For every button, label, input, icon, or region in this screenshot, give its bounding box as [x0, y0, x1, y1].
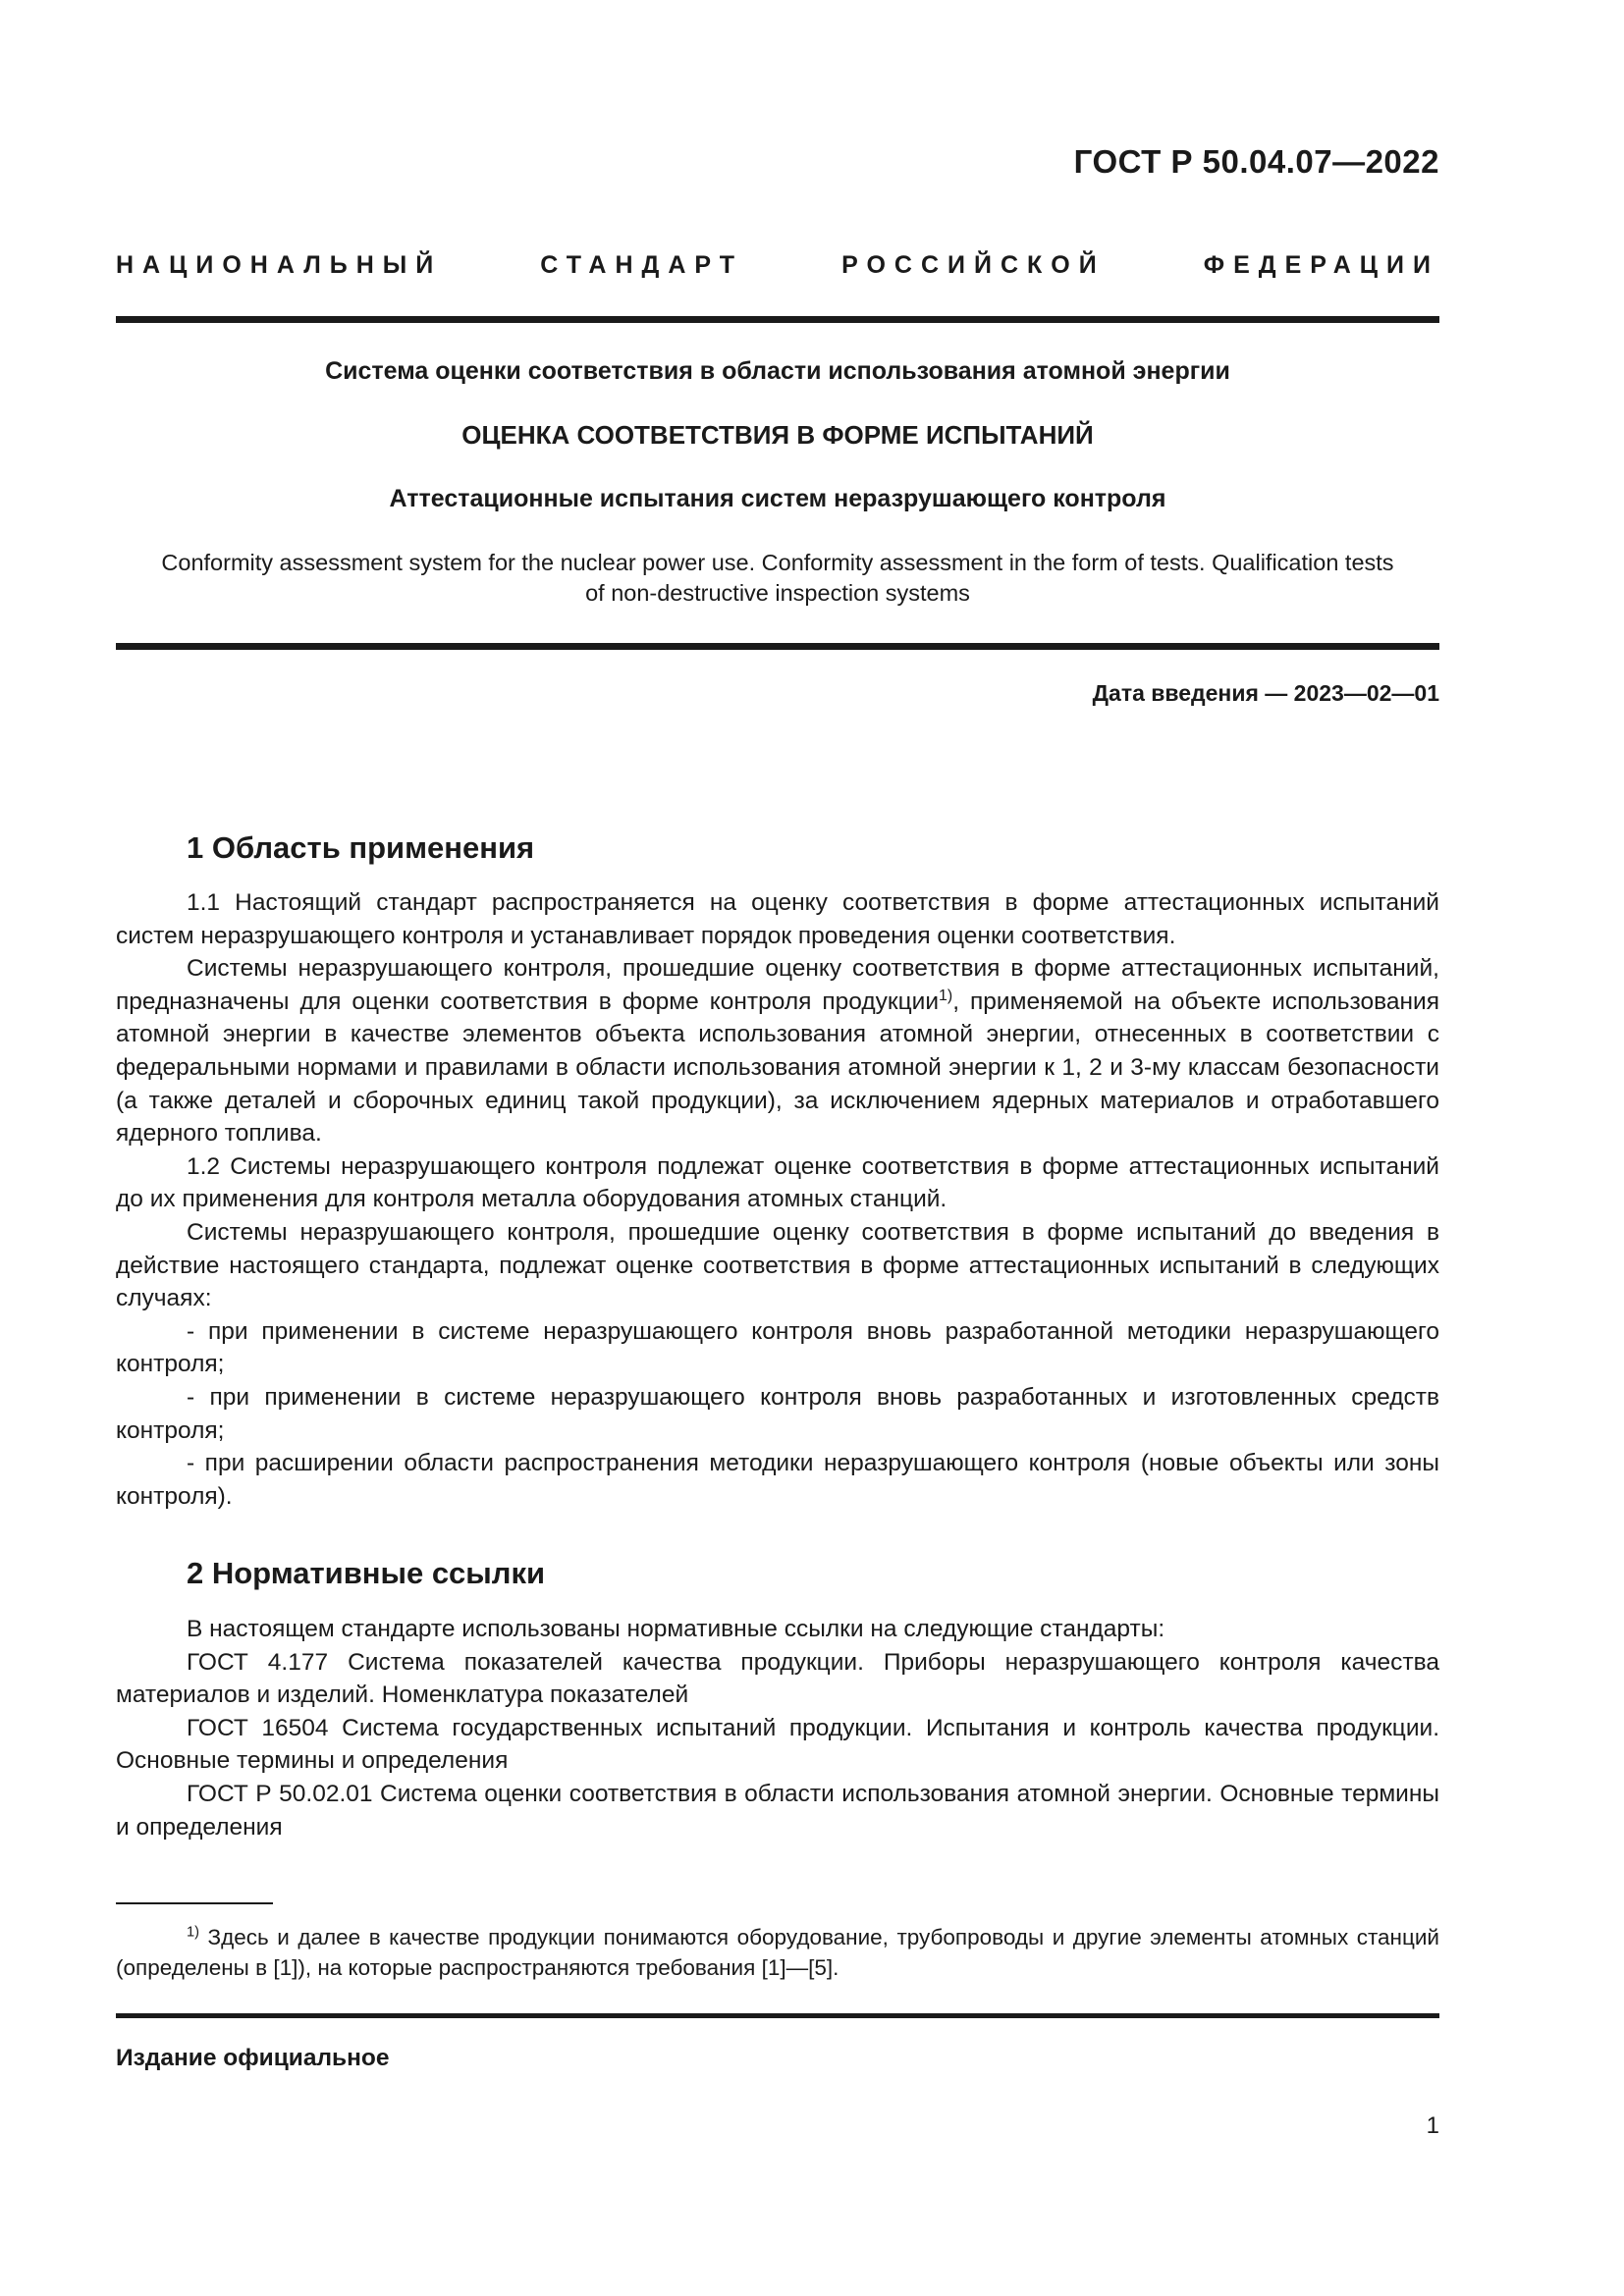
paragraph-text: , применяемой на объекте использования атомной энергии в качестве элементов объекта использования атомной энергии, отнесенных в соответствии с федеральными нормами и правилами в области использования атомной энергии к 1, 2 и 3-му классам безопасности (а также деталей и сборочных единиц такой продукции), за исключением ядерных материалов и отработавшего ядерного топлива. — [116, 988, 1439, 1148]
sub-title: Аттестационные испытания систем неразрушающего контроля — [389, 485, 1166, 512]
paragraph: 1.2 Системы неразрушающего контроля подлежат оценке соответствия в форме аттестационных испытаний до их применения для контроля металла оборудования атомных станций. — [116, 1152, 1439, 1213]
national-standard-banner: НАЦИОНАЛЬНЫЙ СТАНДАРТ РОССИЙСКОЙ ФЕДЕРАЦИИ — [116, 251, 1439, 279]
footnote-marker: 1) — [187, 1924, 199, 1941]
english-title-line-1: Conformity assessment system for the nuclear power use. Conformity assessment in the form of tests. Qualification tests — [161, 550, 1394, 575]
english-title-line-2: of non-destructive inspection systems — [585, 580, 970, 606]
footnote — [116, 1922, 1439, 1983]
introduction-date: Дата введения — 2023—02—01 — [1092, 680, 1439, 706]
paragraph — [116, 952, 1439, 1150]
paragraph: В настоящем стандарте использованы нормативные ссылки на следующие стандарты: — [187, 1616, 1165, 1642]
paragraph-text: Системы неразрушающего контроля, прошедшие оценку соответствия в форме аттестационных испытаний, предназначены для оценки соответствия в форме контроля продукции — [116, 955, 1439, 1015]
section-2-body — [116, 1613, 1439, 1843]
section-1-body — [116, 886, 1439, 1513]
footer-divider — [116, 2013, 1439, 2018]
reference-item: ГОСТ 16504 Система государственных испытаний продукции. Испытания и контроль качества продукции. Основные термины и определения — [116, 1714, 1439, 1775]
page-number: 1 — [1426, 2112, 1439, 2139]
section-2-heading: 2 Нормативные ссылки — [187, 1556, 546, 1590]
main-title: ОЦЕНКА СООТВЕТСТВИЯ В ФОРМЕ ИСПЫТАНИЙ — [461, 420, 1094, 450]
footnote-text — [116, 1922, 1439, 1983]
reference-item: ГОСТ Р 50.02.01 Система оценки соответствия в области использования атомной энергии. Основные термины и определения — [116, 1780, 1439, 1841]
footnote-divider — [116, 1902, 273, 1904]
footnote-body: Здесь и далее в качестве продукции понимаются оборудование, трубопроводы и другие элементы атомных станций (определены в [1]), на которые распространяются требования [1]—[5]. — [116, 1925, 1439, 1980]
system-title: Система оценки соответствия в области использования атомной энергии — [325, 357, 1230, 385]
paragraph: 1.1 Настоящий стандарт распространяется на оценку соответствия в форме аттестационных испытаний систем неразрушающего контроля и устанавливает порядок проведения оценки соответствия. — [116, 889, 1439, 949]
title-divider — [116, 643, 1439, 650]
reference-item: ГОСТ 4.177 Система показателей качества продукции. Приборы неразрушающего контроля качества материалов и изделий. Номенклатура показателей — [116, 1648, 1439, 1709]
list-item: - при применении в системе неразрушающего контроля вновь разработанных и изготовленных средств контроля; — [116, 1383, 1439, 1444]
footnote-ref[interactable]: 1) — [939, 987, 953, 1004]
paragraph: Системы неразрушающего контроля, прошедшие оценку соответствия в форме испытаний до введения в действие настоящего стандарта, подлежат оценке соответствия в форме аттестационных испытаний в следующих случаях: — [116, 1218, 1439, 1312]
header-divider — [116, 316, 1439, 323]
document-code: ГОСТ Р 50.04.07—2022 — [1073, 143, 1439, 180]
section-1-heading: 1 Область применения — [187, 830, 535, 865]
english-title — [116, 548, 1439, 609]
list-item: - при применении в системе неразрушающего контроля вновь разработанной методики неразрушающего контроля; — [116, 1317, 1439, 1378]
list-item: - при расширении области распространения методики неразрушающего контроля (новые объекты или зоны контроля). — [116, 1450, 1439, 1510]
official-edition-label: Издание официальное — [116, 2045, 390, 2071]
